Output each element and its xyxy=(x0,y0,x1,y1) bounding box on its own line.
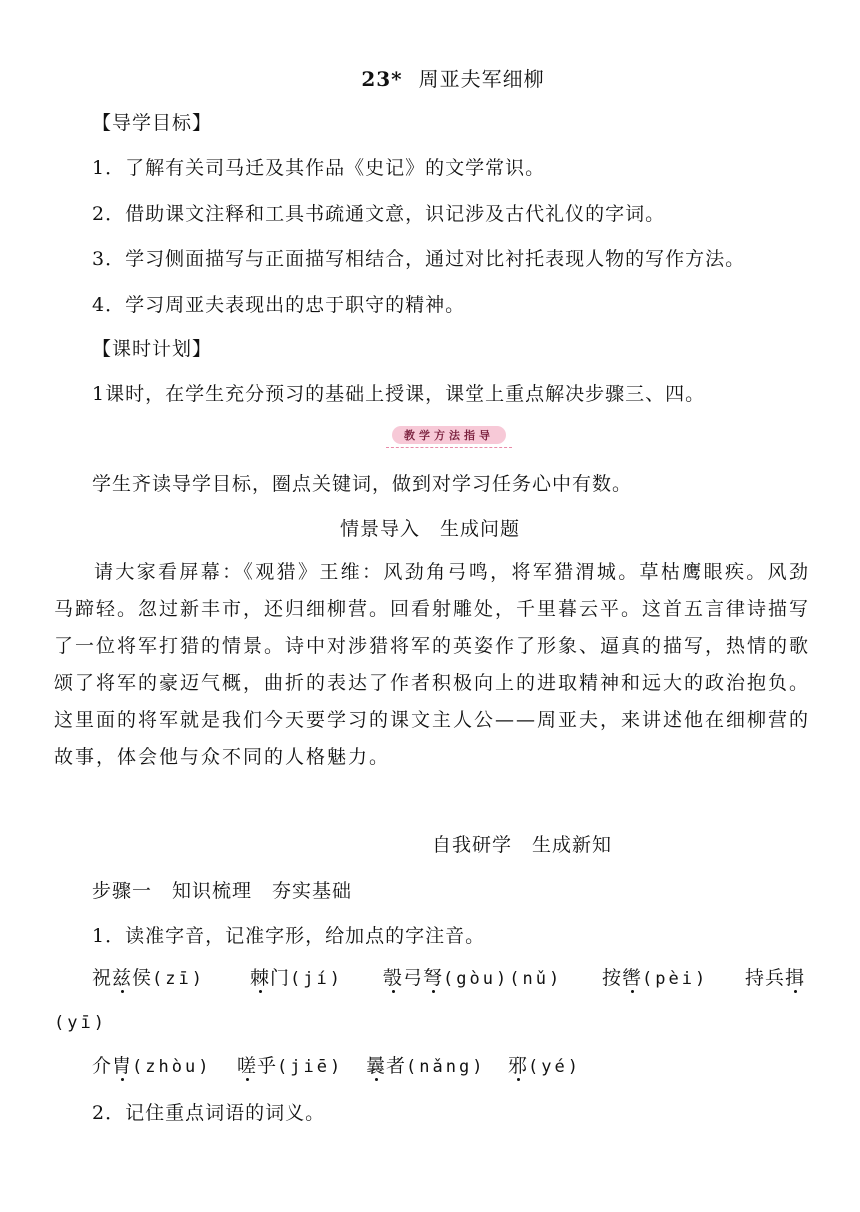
pinyin-entry-6: 介胄(zhòu) xyxy=(92,1055,212,1077)
goal-item-2: 2．借助课文注释和工具书疏通文意，识记涉及古代礼仪的字词。 xyxy=(92,203,666,225)
pinyin-entry-8: 曩者(nǎng) xyxy=(366,1055,486,1077)
plan-text: 1课时，在学生充分预习的基础上授课，课堂上重点解决步骤三、四。 xyxy=(92,383,706,405)
pinyin: (nǔ) xyxy=(509,969,563,989)
pinyin-entry-9 xyxy=(508,1051,581,1078)
intro-paragraph: 请大家看屏幕：《观猎》王维：风劲角弓鸣，将军猎渭城。草枯鹰眼疾。风劲马蹄轻。忽过新丰市，还归细柳营。回看射雕处，千里暮云平。这首五言律诗描写了一位将军打猎的情景。诗中对涉猎将军的英姿作了形象、逼真的描写，热情的歌颂了将军的豪迈气概，曲折的表达了作者积极向上的进取精神和远大的政治抱负。这里面的将军就是我们今天要学习的课文主人公——周亚夫，来讲述他在细柳营的故事，体会他与众不同的人格魅力。 xyxy=(54,561,811,768)
pinyin-entry-3: 彀弓弩(gòu)(nǔ) xyxy=(383,967,563,989)
step-one-heading: 步骤一 知识梳理 夯实基础 xyxy=(92,880,353,902)
exercise-item-2: 2．记住重点词语的词义。 xyxy=(92,1102,326,1124)
goal-item-3: 3．学习侧面描写与正面描写相结合，通过对比衬托表现人物的写作方法。 xyxy=(92,248,746,270)
lesson-title: 周亚夫军细柳 xyxy=(418,67,545,91)
goals-heading: 【导学目标】 xyxy=(92,112,213,134)
guide-text: 学生齐读导学目标，圈点关键词，做到对学习任务心中有数。 xyxy=(92,473,633,495)
dotted-char: 曩 xyxy=(366,1055,387,1077)
dotted-char: 彀 xyxy=(383,967,404,989)
dotted-char: 棘 xyxy=(250,967,271,989)
pinyin-entry-2: 棘门(jí) xyxy=(250,967,343,989)
pinyin: (pèi) xyxy=(642,969,709,989)
dotted-char: 嗟 xyxy=(237,1055,258,1077)
pinyin-entry-4: 按辔(pèi) xyxy=(602,967,709,989)
dotted-char: 兹 xyxy=(112,967,133,989)
exercise-item-1: 1．读准字音，记准字形，给加点的字注音。 xyxy=(92,925,486,947)
banner-divider xyxy=(386,447,512,448)
goal-item-4: 4．学习周亚夫表现出的忠于职守的精神。 xyxy=(92,294,466,316)
section-heading-intro: 情景导入 生成问题 xyxy=(339,518,520,540)
banner-label: 教学方法指导 xyxy=(392,426,506,444)
pinyin: (yé) xyxy=(528,1057,581,1077)
lesson-number: 23* xyxy=(361,67,403,91)
dotted-char: 揖 xyxy=(785,967,806,989)
pinyin: (jí) xyxy=(290,969,343,989)
pinyin: (nǎng) xyxy=(406,1057,486,1077)
goal-item-1: 1．了解有关司马迁及其作品《史记》的文学常识。 xyxy=(92,157,546,179)
section-heading-self-study: 自我研学 生成新知 xyxy=(432,834,613,856)
plan-heading: 【课时计划】 xyxy=(92,338,213,360)
dotted-char: 弩 xyxy=(423,967,444,989)
pinyin: (gòu) xyxy=(443,969,510,989)
pinyin: (jiē) xyxy=(277,1057,344,1077)
dotted-char: 胄 xyxy=(112,1055,133,1077)
teaching-method-banner xyxy=(386,425,512,445)
pinyin: (yī) xyxy=(54,1013,107,1033)
pinyin-entry-5: 持兵揖 xyxy=(745,967,806,989)
pinyin: (zhòu) xyxy=(132,1057,212,1077)
pinyin-entry-1: 祝兹侯(zī) xyxy=(92,967,205,989)
page-title xyxy=(0,63,860,92)
dotted-char: 邪 xyxy=(508,1055,529,1077)
dotted-char: 辔 xyxy=(622,967,643,989)
pinyin-entry-7: 嗟乎(jiē) xyxy=(237,1055,344,1077)
pinyin: (zī) xyxy=(152,969,205,989)
pinyin-wrap xyxy=(54,1011,107,1033)
